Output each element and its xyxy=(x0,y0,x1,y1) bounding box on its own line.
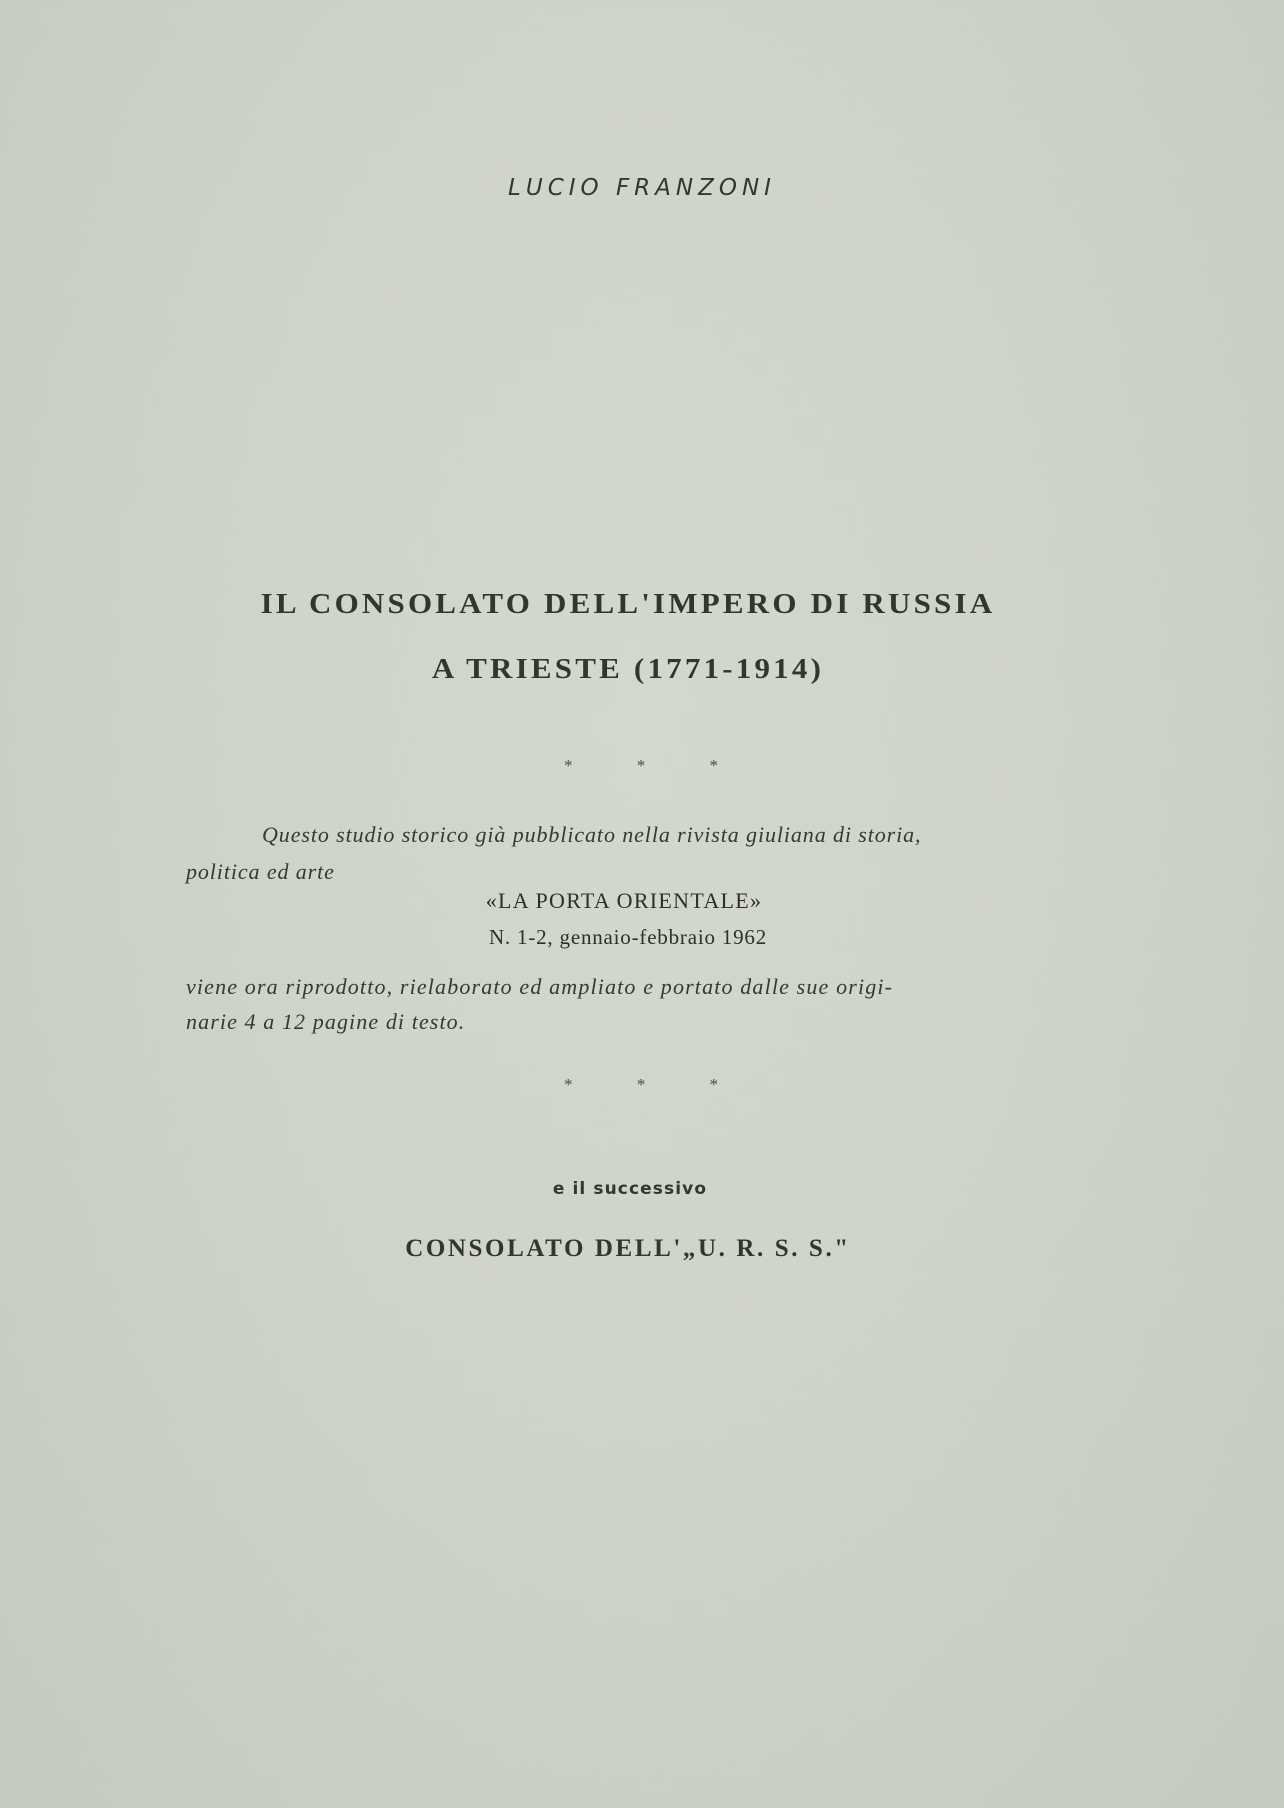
title-line-2: A TRIESTE (1771-1914) xyxy=(431,652,825,685)
successor-intro: e il successivo xyxy=(552,1179,708,1199)
note-line-2: politica ed arte xyxy=(186,859,335,884)
title-line-1: IL CONSOLATO DELL'IMPERO DI RUSSIA xyxy=(260,587,996,620)
author-name: LUCIO FRANZONI xyxy=(508,175,776,201)
separator-stars-1: * * * xyxy=(564,756,748,775)
note-line-5: viene ora riprodotto, rielaborato ed ampliato e portato dalle sue origi- xyxy=(186,974,894,999)
separator-stars-2: * * * xyxy=(564,1075,748,1094)
note-line-6: narie 4 a 12 pagine di testo. xyxy=(186,1009,466,1034)
note-line-1: Questo studio storico già pubblicato nella rivista giuliana di storia, xyxy=(262,822,922,847)
successor-title: CONSOLATO DELL'„U. R. S. S." xyxy=(405,1235,851,1262)
journal-issue: N. 1-2, gennaio-febbraio 1962 xyxy=(488,925,768,949)
journal-name: «LA PORTA ORIENTALE» xyxy=(485,888,763,913)
